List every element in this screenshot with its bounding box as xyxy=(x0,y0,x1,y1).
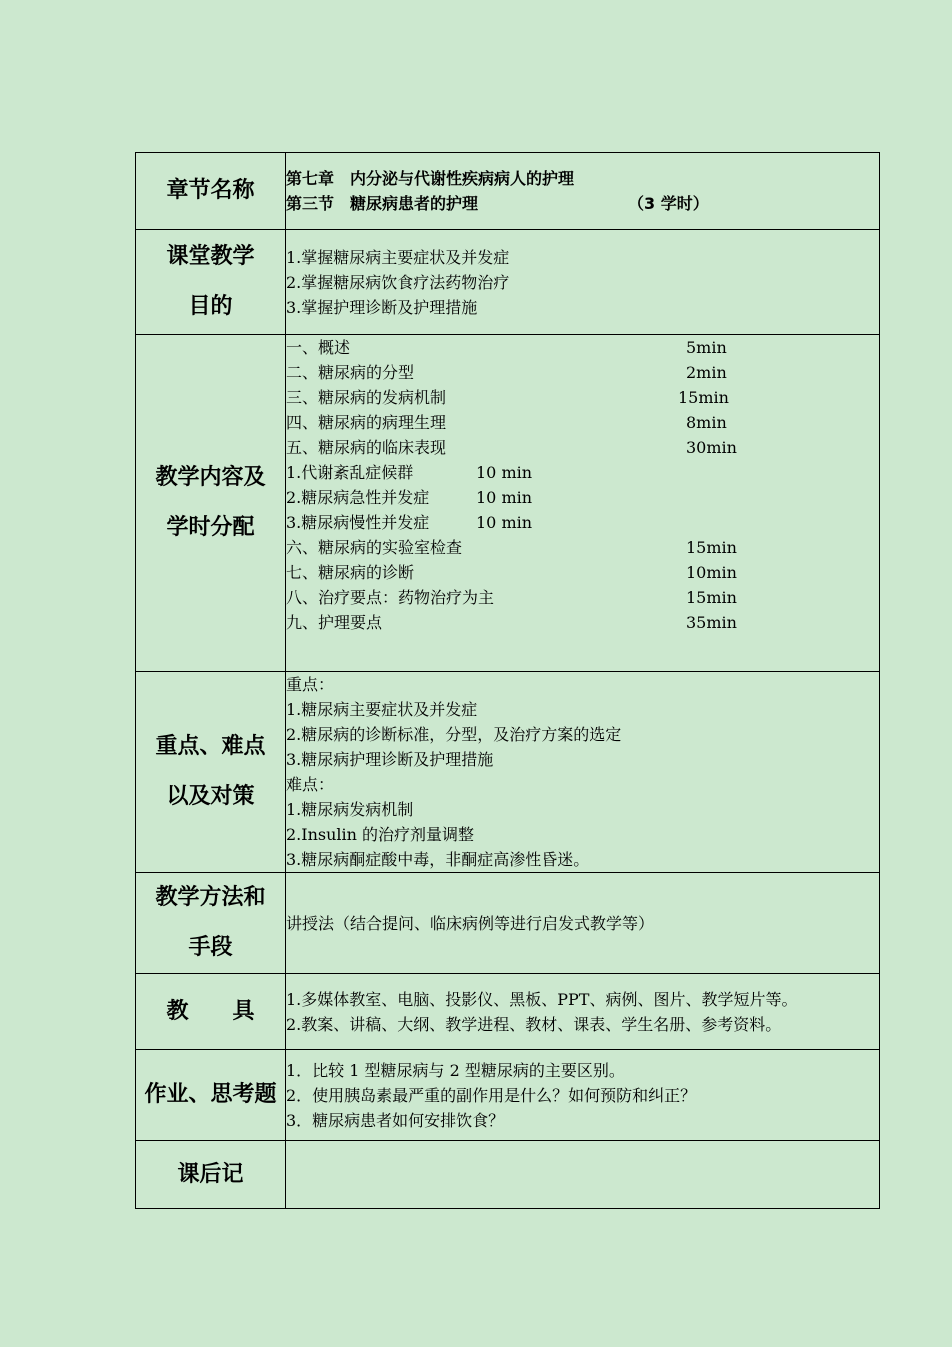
objective-item: 3.掌握护理诊断及护理措施 xyxy=(286,297,478,317)
lesson-plan-table xyxy=(135,152,880,1209)
content-subitem: 3.糖尿病慢性并发症 10 min xyxy=(286,513,533,532)
label-tools: 教 具 xyxy=(136,974,286,1050)
keypoint-item: 2.糖尿病的诊断标准，分型，及治疗方案的选定 xyxy=(286,725,622,744)
difficulty-heading: 难点： xyxy=(286,775,335,794)
label-content-time: 教学内容及 学时分配 xyxy=(136,335,286,672)
row-notes xyxy=(136,1141,880,1209)
row-content xyxy=(136,335,880,672)
class-hours: （3 学时） xyxy=(628,194,709,213)
content-subitem: 1.代谢紊乱症候群 10 min xyxy=(286,463,533,482)
homework-item: 2．使用胰岛素最严重的副作用是什么？如何预防和纠正？ xyxy=(286,1085,697,1105)
keypoint-item: 3.糖尿病护理诊断及护理措施 xyxy=(286,750,494,769)
row-methods xyxy=(136,873,880,974)
content-item: 六、糖尿病的实验室检查 15min xyxy=(286,538,737,557)
content-item: 三、糖尿病的发病机制 15min xyxy=(286,388,729,407)
content-item: 八、治疗要点：药物治疗为主 15min xyxy=(286,588,737,607)
tools-cell xyxy=(286,974,880,1050)
content-item: 四、糖尿病的病理生理 8min xyxy=(286,413,727,432)
objective-item: 1.掌握糖尿病主要症状及并发症 xyxy=(286,247,510,267)
keypoint-item: 1.糖尿病主要症状及并发症 xyxy=(286,700,478,719)
content-item: 七、糖尿病的诊断 10min xyxy=(286,563,737,582)
difficulty-item: 3.糖尿病酮症酸中毒，非酮症高渗性昏迷。 xyxy=(286,850,590,869)
section-title: 第三节 糖尿病患者的护理 xyxy=(286,194,479,213)
label-methods: 教学方法和 手段 xyxy=(136,873,286,974)
content-cell xyxy=(286,335,880,672)
row-keypoints xyxy=(136,672,880,873)
objectives-cell xyxy=(286,230,880,335)
difficulty-item: 2.Insulin 的治疗剂量调整 xyxy=(286,825,475,844)
tools-item: 1.多媒体教室、电脑、投影仪、黑板、PPT、病例、图片、教学短片等。 xyxy=(286,989,798,1009)
row-tools xyxy=(136,974,880,1050)
keypoint-heading: 重点： xyxy=(286,675,335,694)
label-homework: 作业、思考题 xyxy=(136,1050,286,1141)
row-chapter xyxy=(136,153,880,230)
homework-cell xyxy=(286,1050,880,1141)
label-chapter-name: 章节名称 xyxy=(136,153,286,230)
chapter-title-cell xyxy=(286,153,880,230)
content-subitem: 2.糖尿病急性并发症 10 min xyxy=(286,488,533,507)
content-item: 五、糖尿病的临床表现 30min xyxy=(286,438,737,457)
label-notes: 课后记 xyxy=(136,1141,286,1209)
row-objectives xyxy=(136,230,880,335)
label-objectives: 课堂教学 目的 xyxy=(136,230,286,335)
content-item: 一、概述 5min xyxy=(286,338,727,357)
content-item: 九、护理要点 35min xyxy=(286,613,737,632)
chapter-title: 第七章 内分泌与代谢性疾病病人的护理 xyxy=(286,169,575,188)
homework-item: 3．糖尿病患者如何安排饮食？ xyxy=(286,1110,505,1130)
keypoints-cell xyxy=(286,672,880,873)
objective-item: 2.掌握糖尿病饮食疗法药物治疗 xyxy=(286,272,510,292)
tools-item: 2.教案、讲稿、大纲、教学进程、教材、课表、学生名册、参考资料。 xyxy=(286,1014,782,1034)
difficulty-item: 1.糖尿病发病机制 xyxy=(286,800,414,819)
label-keypoints: 重点、难点 以及对策 xyxy=(136,672,286,873)
methods-text: 讲授法（结合提问、临床病例等进行启发式教学等） xyxy=(286,913,655,933)
content-item: 二、糖尿病的分型 2min xyxy=(286,363,727,382)
row-homework xyxy=(136,1050,880,1141)
methods-cell xyxy=(286,873,880,974)
homework-item: 1．比较 1 型糖尿病与 2 型糖尿病的主要区别。 xyxy=(286,1060,625,1080)
notes-cell xyxy=(286,1141,880,1209)
